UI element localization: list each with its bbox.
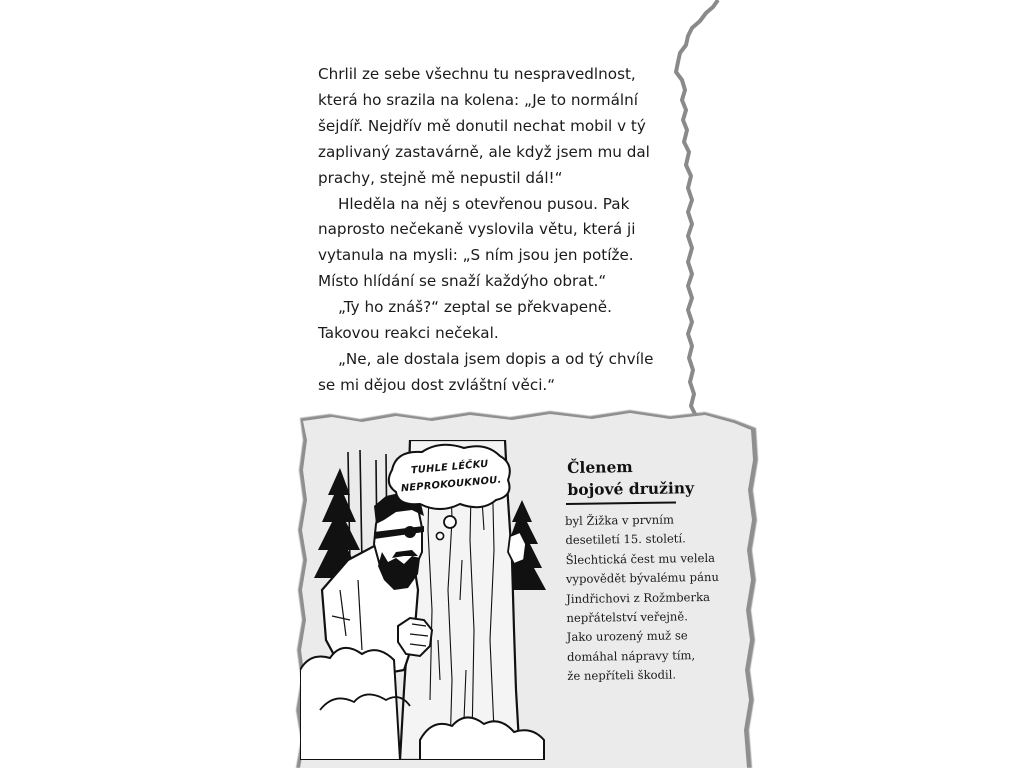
sidebar-line: byl Žižka v prvním [565,512,674,528]
text-line: zaplivaný zastavárně, ale když jsem mu dal [318,142,650,161]
sidebar-line: vypovědět bývalému pánu [565,570,719,587]
sidebar-title [567,455,718,501]
text-line: která ho srazila na kolena: „Je to normální [318,90,638,109]
title-line: Členem [567,457,633,477]
sidebar-line: nepřátelství veřejně. [566,609,688,626]
torn-strip-right [674,0,1024,426]
sidebar-line: domáhal nápravy tím, [566,648,696,664]
story-text [318,62,678,399]
text-line: „Ty ho znáš?“ zeptal se překvapeně. [338,298,612,317]
sidebar-line: desetiletí 15. století. [565,531,686,548]
sidebar-line: Šlechtická čest mu velela [565,550,716,567]
thought-dot-large [444,516,456,528]
text-line: Místo hlídání se snaží každýho obrat.“ [318,272,607,291]
text-line: se mi dějou dost zvláštní věci.“ [318,375,556,394]
text-line: šejdíř. Nejdřív mě donutil nechat mobil v tý [318,116,646,135]
sidebar-line: že nepříteli škodil. [567,667,677,684]
man-hand [398,618,432,656]
paragraph-1 [318,62,678,192]
speech-line: NEPROKOUKNOU. [400,474,502,495]
peeking-hand-right [508,532,526,564]
sidebar-line: Jako urozený muž se [566,628,688,645]
text-line: Hleděla na něj s otevřenou pusou. Pak [338,194,630,213]
text-line: Chrlil ze sebe všechnu tu nespravedlnost, [318,65,636,83]
title-line: bojové družiny [567,478,695,499]
bushes-right [420,717,544,760]
text-line: naprosto nečekaně vyslovila větu, která ji [318,220,636,239]
paragraph-2 [318,192,678,296]
speech-line: TUHLE LÉČKU [410,458,489,477]
text-line: Takovou reakci nečekal. [318,324,499,343]
eye-patch-cover [404,526,416,538]
bushes [300,648,400,760]
thought-dot-small [436,532,443,539]
paragraph-3 [318,295,678,347]
sidebar-line: Jindřichovi z Rožmberka [566,589,711,606]
paragraph-4 [318,347,678,399]
sidebar-body [565,510,742,687]
text-line: vytanula na mysli: „S ním jsou jen potíže. [318,246,634,265]
text-line: „Ne, ale dostala jsem dopis a od tý chvíle [338,349,654,368]
text-line: prachy, stejně mě nepustil dál!“ [318,168,563,187]
